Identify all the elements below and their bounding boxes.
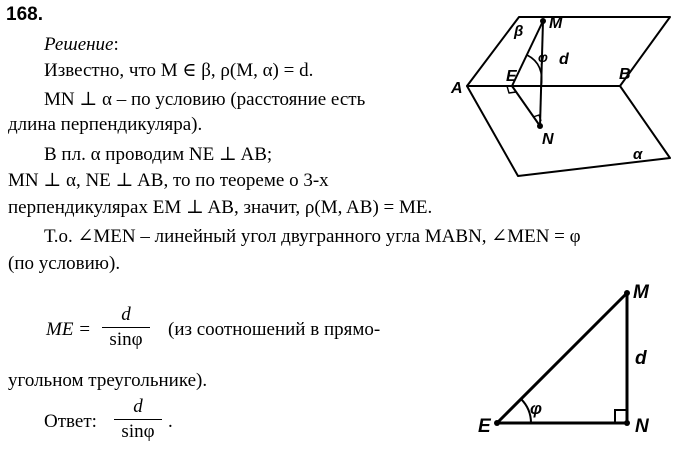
label-e: E xyxy=(506,68,517,85)
label-phi: φ xyxy=(538,49,548,65)
formula-numerator: d xyxy=(121,304,131,325)
solution-line-6: перпендикулярах EM ⊥ AB, значит, ρ(M, AB) = ME. xyxy=(8,197,433,218)
answer-end: . xyxy=(168,411,173,432)
point-e-dot xyxy=(494,420,500,426)
label-e: E xyxy=(478,416,491,437)
label-beta: β xyxy=(514,23,524,40)
solution-line-2: MN ⊥ α – по условию (расстояние есть xyxy=(44,89,366,110)
solution-heading-colon: : xyxy=(113,34,119,55)
formula-lhs: ME = xyxy=(46,319,92,340)
label-n: N xyxy=(635,416,649,437)
answer-denominator: sinφ xyxy=(121,421,155,442)
solution-line-5: MN ⊥ α, NE ⊥ AB, то по теореме о 3-х xyxy=(8,170,329,191)
point-n-dot xyxy=(624,420,630,426)
problem-number: 168. xyxy=(6,4,43,25)
answer-numerator: d xyxy=(133,396,143,417)
segment-em xyxy=(497,293,627,423)
formula-comment-cont: угольном треугольнике). xyxy=(8,370,208,391)
formula-comment: (из соотношений в прямо- xyxy=(168,319,381,340)
answer-label: Ответ: xyxy=(44,411,97,432)
label-d: d xyxy=(559,51,569,68)
label-n: N xyxy=(542,131,554,148)
label-a: A xyxy=(451,80,463,97)
point-m-dot xyxy=(624,290,630,296)
formula-denominator: sinφ xyxy=(109,329,143,350)
solution-line-1: Известно, что M ∈ β, ρ(M, α) = d. xyxy=(44,60,314,81)
label-phi: φ xyxy=(530,399,542,418)
solution-line-8: (по условию). xyxy=(8,253,121,274)
solution-line-7: Т.о. ∠MEN – линейный угол двугранного угла MABN, ∠MEN = φ xyxy=(44,226,581,247)
label-d: d xyxy=(635,348,647,369)
label-b: B xyxy=(619,66,631,83)
label-m: M xyxy=(549,15,563,32)
solution-line-3: длина перпендикуляра). xyxy=(8,114,203,135)
label-m: M xyxy=(633,282,649,303)
label-alpha: α xyxy=(633,146,643,163)
solution-heading-text: Решение xyxy=(44,34,114,55)
solution-line-4: В пл. α проводим NE ⊥ AB; xyxy=(44,144,273,165)
